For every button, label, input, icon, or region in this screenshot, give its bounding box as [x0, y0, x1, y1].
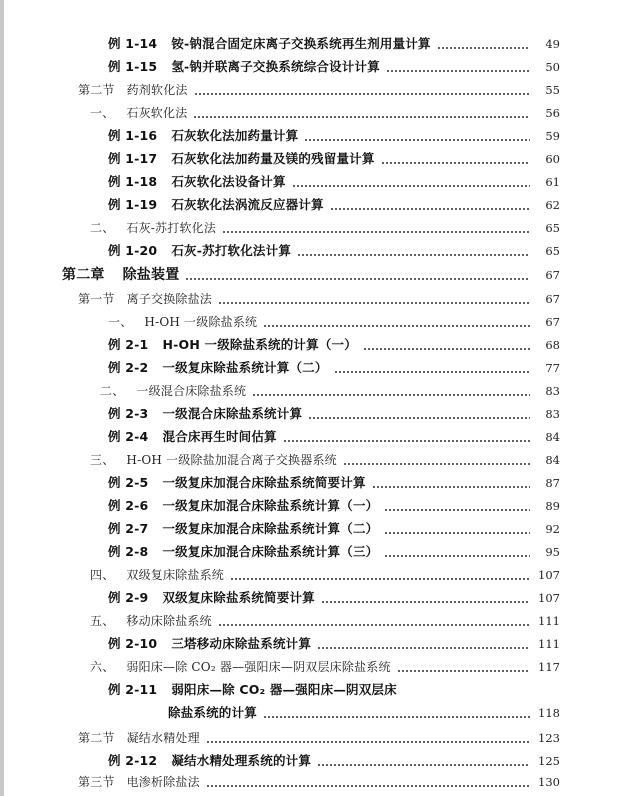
entry-label [108, 750, 311, 772]
entry-title: 电渗析除盐法 [126, 775, 200, 789]
entry-number: 例 2-9 [108, 590, 149, 605]
entry-number: 例 2-10 [108, 636, 158, 651]
entry-page: 55 [545, 83, 560, 97]
entry-page: 65 [545, 221, 560, 235]
entry-title: 一级复床除盐系统计算（二） [162, 360, 328, 375]
entry-label [108, 240, 291, 262]
leader-dots [263, 311, 530, 333]
entry-label [78, 771, 200, 793]
entry-page: 130 [538, 775, 560, 789]
entry-title: 凝结水精处理 [126, 731, 200, 745]
entry-title: 一级复床加混合床除盐系统计算（二） [162, 521, 379, 536]
entry-title: 移动床除盐系统 [126, 614, 212, 628]
entry-page: 83 [545, 384, 560, 398]
entry-title: 混合床再生时间估算 [162, 429, 277, 444]
toc-entry [108, 518, 560, 540]
entry-page: 77 [545, 361, 560, 375]
toc-entry [90, 449, 560, 471]
entry-number: 二、 [90, 221, 115, 235]
entry-label [90, 102, 187, 124]
leader-dots [222, 217, 530, 239]
entry-label [78, 79, 188, 101]
toc-entry [100, 380, 560, 402]
leader-dots [230, 564, 530, 586]
entry-number: 三、 [90, 453, 115, 467]
leader-dots [297, 240, 530, 262]
page-left-edge [0, 0, 4, 796]
leader-dots [384, 518, 530, 540]
entry-number: 第三节 [78, 775, 115, 789]
entry-number: 六、 [90, 660, 115, 674]
entry-number: 例 2-8 [108, 544, 149, 559]
entry-title: 石灰软化法 [126, 106, 188, 120]
entry-label [62, 264, 179, 286]
toc-entry [168, 702, 560, 724]
entry-title: 三塔移动床除盐系统计算 [171, 636, 312, 651]
entry-page: 67 [545, 315, 560, 329]
leader-dots [381, 148, 530, 170]
entry-number: 例 2-7 [108, 521, 149, 536]
entry-title: 离子交换除盐法 [126, 292, 213, 306]
entry-label [108, 587, 315, 609]
leader-dots [384, 495, 530, 517]
toc-entry [108, 194, 560, 216]
entry-label [108, 148, 375, 170]
entry-page: 107 [538, 591, 560, 605]
entry-title-line1: 弱阳床—除 CO₂ 器—强阳床—阴双层床 [171, 682, 397, 697]
entry-label [100, 380, 246, 402]
toc-entry [78, 727, 560, 749]
entry-number: 例 1-14 [108, 36, 158, 51]
leader-dots [330, 194, 530, 216]
toc-entry [90, 656, 560, 678]
entry-number: 例 1-18 [108, 174, 158, 189]
toc-entry [108, 240, 560, 262]
toc-entry [108, 541, 560, 563]
leader-dots [363, 334, 530, 356]
entry-page: 83 [545, 407, 560, 421]
entry-page: 65 [545, 244, 560, 258]
entry-title: 石灰软化法涡流反应器计算 [171, 197, 324, 212]
entry-label [78, 288, 212, 310]
leader-dots [185, 264, 530, 286]
entry-page: 61 [545, 175, 560, 189]
entry-label [108, 495, 378, 517]
entry-title: H-OH 一级除盐系统的计算（一） [162, 337, 357, 352]
entry-number: 例 2-5 [108, 475, 149, 490]
toc-entry [108, 56, 560, 78]
leader-dots [206, 771, 530, 793]
entry-page: 111 [538, 637, 560, 651]
leader-dots [283, 426, 530, 448]
entry-title: 一级混合床除盐系统计算 [162, 406, 303, 421]
entry-page: 49 [545, 37, 560, 51]
leader-dots [308, 403, 530, 425]
toc-entry [108, 357, 560, 379]
entry-number: 一、 [90, 106, 115, 120]
leader-dots [317, 750, 530, 772]
leader-dots [343, 449, 530, 471]
entry-page: 67 [545, 268, 560, 282]
leader-dots [437, 33, 530, 55]
entry-title: 石灰-苏打软化法计算 [171, 243, 292, 258]
entry-page: 84 [545, 430, 560, 444]
entry-number: 例 2-1 [108, 337, 149, 352]
leader-dots [218, 288, 530, 310]
toc-entry [108, 334, 560, 356]
leader-dots [304, 125, 530, 147]
entry-number: 第二章 [62, 267, 105, 283]
entry-title: 一级复床加混合床除盐系统简要计算 [162, 475, 366, 490]
toc-entry [108, 495, 560, 517]
toc-entry [90, 102, 560, 124]
entry-page: 107 [538, 568, 560, 582]
entry-title: 石灰-苏打软化法 [126, 221, 217, 235]
toc-entry [108, 472, 560, 494]
leader-dots [252, 380, 530, 402]
leader-dots [334, 357, 530, 379]
entry-page: 50 [545, 60, 560, 74]
entry-title: H-OH 一级除盐系统 [144, 315, 258, 329]
entry-page: 92 [545, 522, 560, 536]
entry-number: 例 1-15 [108, 59, 158, 74]
entry-page: 59 [545, 129, 560, 143]
entry-title: 双级复床除盐系统 [126, 568, 225, 582]
entry-label [108, 357, 328, 379]
entry-title: 药剂软化法 [126, 83, 188, 97]
entry-number: 二、 [100, 384, 125, 398]
entry-label [90, 217, 216, 239]
leader-dots [263, 702, 530, 724]
entry-label [108, 426, 277, 448]
toc-entry [108, 403, 560, 425]
entry-page: 117 [538, 660, 560, 674]
entry-page: 95 [545, 545, 560, 559]
toc-entry [78, 79, 560, 101]
entry-label [108, 541, 378, 563]
toc-entry [78, 288, 560, 310]
entry-number: 第一节 [78, 292, 115, 306]
toc-entry [108, 750, 560, 772]
entry-label [108, 334, 357, 356]
entry-page: 84 [545, 453, 560, 467]
entry-label [108, 472, 366, 494]
entry-title: 一级混合床除盐系统 [136, 384, 247, 398]
entry-number: 例 1-16 [108, 128, 158, 143]
entry-title: 石灰软化法设备计算 [171, 174, 286, 189]
entry-number: 例 2-2 [108, 360, 149, 375]
entry-label [108, 311, 257, 333]
toc-entry [108, 171, 560, 193]
entry-label [108, 679, 397, 701]
entry-title: 石灰软化法加药量及镁的残留量计算 [171, 151, 375, 166]
toc-entry-multiline [108, 679, 560, 701]
entry-label [90, 564, 224, 586]
entry-number: 例 1-17 [108, 151, 158, 166]
entry-label [168, 702, 257, 724]
leader-dots [206, 727, 530, 749]
toc-entry [90, 217, 560, 239]
entry-page: 118 [538, 706, 560, 720]
leader-dots [397, 656, 530, 678]
leader-dots [372, 472, 530, 494]
leader-dots [292, 171, 530, 193]
entry-title: 双级复床除盐系统简要计算 [162, 590, 315, 605]
toc-entry [90, 564, 560, 586]
entry-label [108, 403, 302, 425]
entry-label [90, 449, 337, 471]
entry-number: 第二节 [78, 731, 115, 745]
entry-label [90, 610, 212, 632]
entry-number: 五、 [90, 614, 115, 628]
entry-page: 68 [545, 338, 560, 352]
entry-label [78, 727, 200, 749]
entry-page: 60 [545, 152, 560, 166]
entry-title: 一级复床加混合床除盐系统计算（三） [162, 544, 379, 559]
toc-entry [108, 33, 560, 55]
entry-number: 例 1-20 [108, 243, 158, 258]
entry-number: 四、 [90, 568, 115, 582]
entry-title: 除盐装置 [122, 267, 180, 283]
leader-dots [317, 633, 530, 655]
entry-label [108, 633, 311, 655]
entry-page: 67 [545, 292, 560, 306]
entry-page: 89 [545, 499, 560, 513]
entry-label [108, 125, 298, 147]
entry-number: 一、 [108, 315, 133, 329]
entry-number: 例 1-19 [108, 197, 158, 212]
leader-dots [218, 610, 530, 632]
leader-dots [386, 56, 530, 78]
entry-page: 62 [545, 198, 560, 212]
entry-title: 氢-钠并联离子交换系统综合设计计算 [171, 59, 380, 74]
leader-dots [194, 79, 530, 101]
toc-entry [108, 587, 560, 609]
leader-dots [193, 102, 530, 124]
entry-label [108, 33, 431, 55]
toc-entry [90, 610, 560, 632]
entry-number: 例 2-6 [108, 498, 149, 513]
entry-page: 111 [538, 614, 560, 628]
entry-label [108, 518, 378, 540]
toc-entry [108, 426, 560, 448]
entry-title: 石灰软化法加药量计算 [171, 128, 299, 143]
entry-title: 弱阳床—除 CO₂ 器—强阳床—阴双层床除盐系统 [126, 660, 391, 674]
entry-title: 除盐系统的计算 [168, 705, 257, 720]
entry-page: 56 [545, 106, 560, 120]
entry-page: 125 [538, 754, 560, 768]
entry-title: 一级复床加混合床除盐系统计算（一） [162, 498, 379, 513]
leader-dots [321, 587, 530, 609]
entry-number: 例 2-12 [108, 753, 158, 768]
entry-label [108, 194, 324, 216]
entry-label [108, 171, 286, 193]
entry-title: 铵-钠混合固定床离子交换系统再生剂用量计算 [171, 36, 431, 51]
entry-number: 例 2-3 [108, 406, 149, 421]
entry-number: 例 2-4 [108, 429, 149, 444]
toc-entry [108, 633, 560, 655]
entry-title: 凝结水精处理系统的计算 [171, 753, 312, 768]
entry-page: 87 [545, 476, 560, 490]
entry-title: H-OH 一级除盐加混合离子交换器系统 [126, 453, 337, 467]
toc-entry [108, 148, 560, 170]
toc-entry [78, 771, 560, 793]
entry-page: 123 [538, 731, 560, 745]
entry-label [108, 56, 380, 78]
toc-entry [108, 311, 560, 333]
entry-label [90, 656, 391, 678]
leader-dots [384, 541, 530, 563]
entry-number: 第二节 [78, 83, 115, 97]
toc-entry [108, 125, 560, 147]
entry-number: 例 2-11 [108, 682, 158, 697]
toc-chapter [62, 264, 560, 286]
